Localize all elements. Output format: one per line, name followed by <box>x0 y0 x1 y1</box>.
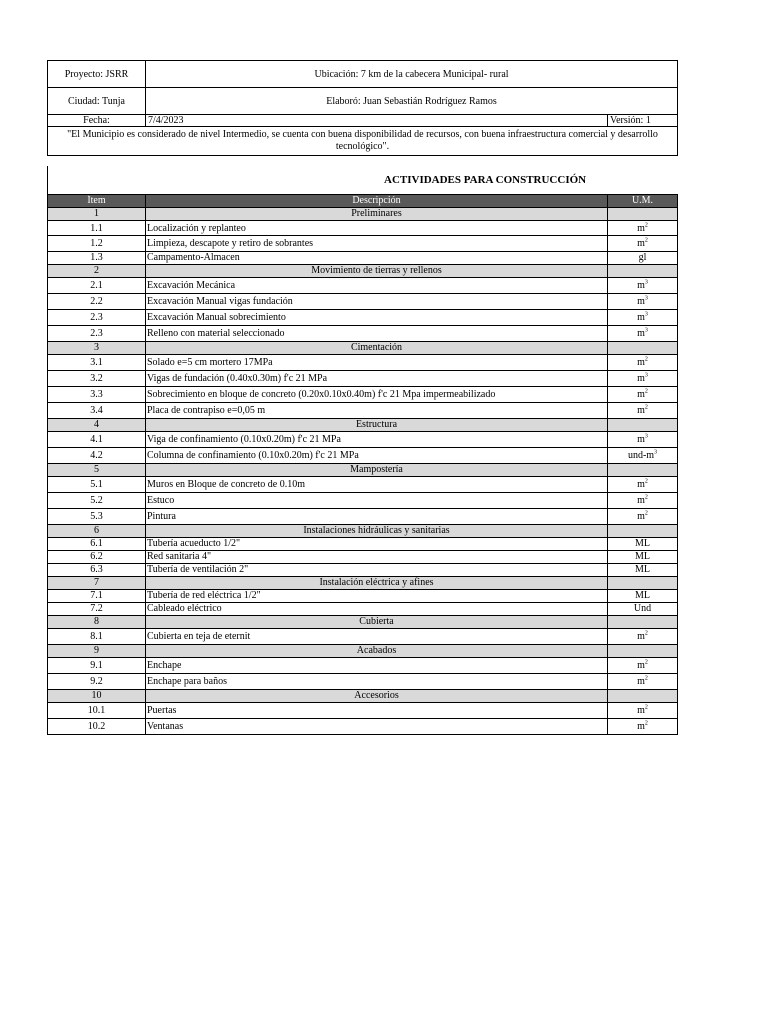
group-um-empty <box>608 342 678 355</box>
item-number: 6.1 <box>48 538 146 551</box>
table-row <box>48 403 678 419</box>
item-unit <box>608 432 678 448</box>
item-number: 3.2 <box>48 371 146 387</box>
unit-exponent: 2 <box>644 659 648 666</box>
table-row <box>48 448 678 464</box>
table-header-row <box>48 195 678 208</box>
item-unit <box>608 509 678 525</box>
item-unit <box>608 551 678 564</box>
item-unit <box>608 590 678 603</box>
item-number: 2.1 <box>48 278 146 294</box>
item-description: Muros en Bloque de concreto de 0.10m <box>146 477 608 493</box>
project-cell: Proyecto: JSRR <box>48 61 146 88</box>
group-row <box>48 265 678 278</box>
group-number: 7 <box>48 577 146 590</box>
unit-exponent: 2 <box>644 510 648 517</box>
group-number: 8 <box>48 616 146 629</box>
table-row <box>48 221 678 236</box>
item-description: Cableado eléctrico <box>146 603 608 616</box>
item-unit <box>608 310 678 326</box>
group-row <box>48 342 678 355</box>
table-row <box>48 278 678 294</box>
item-unit <box>608 674 678 690</box>
unit-exponent: 3 <box>644 295 648 302</box>
unit-exponent: 2 <box>644 704 648 711</box>
item-unit <box>608 477 678 493</box>
table-row <box>48 477 678 493</box>
table-row <box>48 551 678 564</box>
item-unit <box>608 603 678 616</box>
group-um-empty <box>608 525 678 538</box>
unit-base: m <box>637 721 645 732</box>
table-row <box>48 355 678 371</box>
group-row <box>48 208 678 221</box>
unit-exponent: 3 <box>654 449 658 456</box>
item-description: Vigas de fundación (0.40x0.30m) f'c 21 MPa <box>146 371 608 387</box>
item-unit <box>608 493 678 509</box>
unit-base: m <box>637 660 645 671</box>
item-description: Tubería de red eléctrica 1/2" <box>146 590 608 603</box>
author-cell: Elaboró: Juan Sebastián Rodríguez Ramos <box>146 88 678 115</box>
group-number: 6 <box>48 525 146 538</box>
item-number: 5.2 <box>48 493 146 509</box>
table-row <box>48 252 678 265</box>
group-name: Instalación eléctrica y afines <box>146 577 608 590</box>
item-description: Excavación Manual sobrecimiento <box>146 310 608 326</box>
table-row <box>48 326 678 342</box>
group-um-empty <box>608 616 678 629</box>
item-number: 8.1 <box>48 629 146 645</box>
group-name: Mampostería <box>146 464 608 477</box>
item-description: Enchape <box>146 658 608 674</box>
group-name: Acabados <box>146 645 608 658</box>
item-description: Cubierta en teja de eternit <box>146 629 608 645</box>
group-number: 1 <box>48 208 146 221</box>
item-description: Placa de contrapiso e=0,05 m <box>146 403 608 419</box>
unit-base: m <box>637 328 645 339</box>
table-row <box>48 703 678 719</box>
item-number: 7.2 <box>48 603 146 616</box>
unit-base: m <box>637 238 645 249</box>
item-description: Limpieza, descapote y retiro de sobrantes <box>146 236 608 252</box>
item-description: Pintura <box>146 509 608 525</box>
date-value: 7/4/2023 <box>146 115 608 127</box>
unit-base: m <box>637 357 645 368</box>
group-um-empty <box>608 690 678 703</box>
group-name: Accesorios <box>146 690 608 703</box>
unit-base: gl <box>638 252 647 263</box>
group-number: 5 <box>48 464 146 477</box>
group-name: Estructura <box>146 419 608 432</box>
column-header-item: Ítem <box>48 195 146 208</box>
item-number: 6.3 <box>48 564 146 577</box>
unit-exponent: 2 <box>644 222 648 229</box>
item-unit <box>608 629 678 645</box>
unit-exponent: 2 <box>644 388 648 395</box>
unit-base: m <box>637 222 645 234</box>
group-number: 3 <box>48 342 146 355</box>
group-um-empty <box>608 419 678 432</box>
item-number: 1.3 <box>48 252 146 265</box>
unit-base: m <box>637 280 645 291</box>
item-number: 4.1 <box>48 432 146 448</box>
item-description: Relleno con material seleccionado <box>146 326 608 342</box>
item-description: Estuco <box>146 493 608 509</box>
group-name: Cimentación <box>146 342 608 355</box>
item-description: Enchape para baños <box>146 674 608 690</box>
item-number: 4.2 <box>48 448 146 464</box>
item-number: 3.4 <box>48 403 146 419</box>
item-unit <box>608 252 678 265</box>
item-description: Viga de confinamiento (0.10x0.20m) f'c 21 MPa <box>146 432 608 448</box>
table-row <box>48 371 678 387</box>
item-description: Puertas <box>146 703 608 719</box>
unit-exponent: 2 <box>644 356 648 363</box>
item-unit <box>608 387 678 403</box>
unit-base: m <box>637 479 645 490</box>
unit-base: m <box>637 405 645 416</box>
activities-body <box>48 195 678 735</box>
group-row <box>48 577 678 590</box>
unit-base: ML <box>635 538 650 549</box>
item-description: Sobrecimiento en bloque de concreto (0.20x0.10x0.40m) f'c 21 Mpa impermeabilizado <box>146 387 608 403</box>
group-number: 10 <box>48 690 146 703</box>
table-row <box>48 674 678 690</box>
group-name: Preliminares <box>146 208 608 221</box>
item-description: Solado e=5 cm mortero 17MPa <box>146 355 608 371</box>
municipality-note: "El Municipio es considerado de nivel Intermedio, se cuenta con buena disponibilidad de recursos, con buena infraestructura comercial y desarrollo tecnológico". <box>48 127 678 156</box>
unit-exponent: 2 <box>644 494 648 501</box>
item-unit <box>608 221 678 236</box>
group-um-empty <box>608 208 678 221</box>
unit-base: m <box>637 511 645 522</box>
item-unit <box>608 448 678 464</box>
version-cell: Versión: 1 <box>608 115 678 127</box>
item-unit <box>608 355 678 371</box>
unit-base: m <box>637 705 645 716</box>
item-unit <box>608 236 678 252</box>
item-number: 5.3 <box>48 509 146 525</box>
item-description: Tubería de ventilación 2" <box>146 564 608 577</box>
item-unit <box>608 719 678 735</box>
group-name: Cubierta <box>146 616 608 629</box>
item-number: 9.2 <box>48 674 146 690</box>
item-unit <box>608 564 678 577</box>
item-number: 2.3 <box>48 310 146 326</box>
item-number: 10.1 <box>48 703 146 719</box>
column-header-um: U.M. <box>608 195 678 208</box>
item-description: Tubería acueducto 1/2" <box>146 538 608 551</box>
group-um-empty <box>608 577 678 590</box>
table-row <box>48 432 678 448</box>
item-description: Excavación Manual vigas fundación <box>146 294 608 310</box>
item-number: 10.2 <box>48 719 146 735</box>
item-number: 9.1 <box>48 658 146 674</box>
table-row <box>48 493 678 509</box>
group-row <box>48 645 678 658</box>
table-row <box>48 387 678 403</box>
item-number: 1.1 <box>48 221 146 236</box>
table-row <box>48 603 678 616</box>
column-header-description: Descripción <box>146 195 608 208</box>
unit-exponent: 2 <box>644 720 648 727</box>
item-unit <box>608 658 678 674</box>
group-row <box>48 616 678 629</box>
item-number: 3.3 <box>48 387 146 403</box>
item-unit <box>608 371 678 387</box>
activities-title: ACTIVIDADES PARA CONSTRUCCIÓN <box>384 174 587 186</box>
group-row <box>48 419 678 432</box>
item-number: 2.2 <box>48 294 146 310</box>
unit-exponent: 3 <box>644 311 648 318</box>
unit-exponent: 3 <box>644 433 648 440</box>
unit-base: m <box>637 631 645 642</box>
unit-base: m <box>637 676 645 687</box>
table-row <box>48 236 678 252</box>
unit-base: m <box>637 495 645 506</box>
unit-exponent: 2 <box>644 404 648 411</box>
item-unit <box>608 294 678 310</box>
unit-base: m <box>637 373 645 384</box>
group-number: 4 <box>48 419 146 432</box>
group-row <box>48 690 678 703</box>
left-border-line <box>47 166 48 194</box>
group-um-empty <box>608 645 678 658</box>
table-row <box>48 658 678 674</box>
item-unit <box>608 278 678 294</box>
table-row <box>48 310 678 326</box>
item-description: Red sanitaria 4" <box>146 551 608 564</box>
table-row <box>48 538 678 551</box>
unit-exponent: 2 <box>644 237 648 244</box>
item-number: 3.1 <box>48 355 146 371</box>
unit-base: m <box>637 312 645 323</box>
item-description: Ventanas <box>146 719 608 735</box>
item-number: 5.1 <box>48 477 146 493</box>
table-row <box>48 564 678 577</box>
unit-exponent: 3 <box>644 327 648 334</box>
unit-exponent: 3 <box>644 372 648 379</box>
item-description: Columna de confinamiento (0.10x0.20m) f'c 21 MPa <box>146 448 608 464</box>
table-row <box>48 590 678 603</box>
unit-exponent: 2 <box>644 630 648 637</box>
table-row <box>48 719 678 735</box>
group-number: 2 <box>48 265 146 278</box>
group-name: Instalaciones hidráulicas y sanitarias <box>146 525 608 538</box>
item-description: Excavación Mecánica <box>146 278 608 294</box>
unit-base: ML <box>635 551 650 562</box>
group-um-empty <box>608 464 678 477</box>
group-um-empty <box>608 265 678 278</box>
table-row <box>48 294 678 310</box>
unit-exponent: 2 <box>644 478 648 485</box>
item-unit <box>608 326 678 342</box>
unit-exponent: 3 <box>644 279 648 286</box>
item-unit <box>608 703 678 719</box>
group-row <box>48 464 678 477</box>
unit-base: m <box>637 389 645 400</box>
item-number: 1.2 <box>48 236 146 252</box>
project-header-table <box>47 60 678 156</box>
item-description: Localización y replanteo <box>146 221 608 236</box>
unit-base: m <box>637 296 645 307</box>
table-row <box>48 629 678 645</box>
group-row <box>48 525 678 538</box>
item-description: Campamento-Almacen <box>146 252 608 265</box>
unit-base: und-m <box>627 450 655 461</box>
item-unit <box>608 538 678 551</box>
date-label: Fecha: <box>48 115 146 127</box>
table-row <box>48 509 678 525</box>
activities-table <box>47 194 678 735</box>
group-number: 9 <box>48 645 146 658</box>
unit-base: Und <box>633 603 652 614</box>
group-name: Movimiento de tierras y rellenos <box>146 265 608 278</box>
unit-base: ML <box>635 564 650 575</box>
item-number: 7.1 <box>48 590 146 603</box>
unit-base: m <box>637 434 645 445</box>
city-cell: Ciudad: Tunja <box>48 88 146 115</box>
location-cell: Ubicación: 7 km de la cabecera Municipal- rural <box>146 61 678 88</box>
unit-base: ML <box>635 590 650 601</box>
item-number: 6.2 <box>48 551 146 564</box>
item-number: 2.3 <box>48 326 146 342</box>
unit-exponent: 2 <box>644 675 648 682</box>
item-unit <box>608 403 678 419</box>
